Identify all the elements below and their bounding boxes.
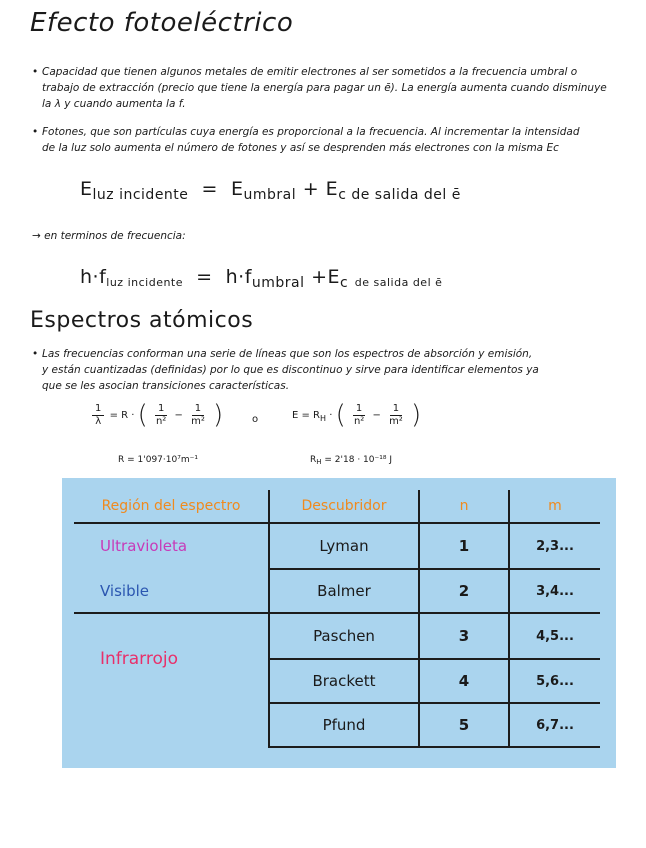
paren-close: )	[411, 400, 422, 430]
formula-energia-rydberg	[292, 400, 421, 430]
title-espectros-atomicos: Espectros atómicos	[30, 308, 254, 333]
constant-r: R = 1'097·10⁷m⁻¹	[118, 455, 198, 465]
region-infrarrojo: Infrarrojo	[100, 649, 179, 669]
table-rule	[268, 746, 600, 748]
formula-sub: luz incidente	[106, 276, 184, 289]
formula-sub: luz incidente	[92, 187, 189, 203]
const-sub: H	[316, 458, 322, 466]
fraction	[188, 403, 208, 428]
cell-m: 3,4...	[536, 583, 574, 599]
cell-m: 2,3...	[536, 538, 574, 554]
cell-m: 5,6...	[536, 673, 574, 689]
formula-symbol: E	[231, 178, 244, 200]
bullet-dot: •	[32, 348, 39, 360]
formula-symbol: =	[201, 178, 218, 200]
frac-den: n²	[353, 415, 365, 427]
bullet-frecuencias	[32, 346, 632, 394]
frac-num: 1	[192, 403, 204, 416]
frac-den: λ	[95, 415, 102, 427]
formula-symbol: E	[80, 178, 93, 200]
fraction	[351, 403, 367, 428]
formula-symbol: h·f	[80, 266, 107, 288]
formula-rydberg	[90, 400, 223, 430]
bullet-dot: •	[32, 126, 39, 138]
formula-sub: c de salida del ē	[338, 187, 461, 203]
fraction	[153, 403, 169, 428]
frac-num: 1	[353, 403, 365, 416]
formula-sub: de salida del ē	[354, 276, 443, 289]
formula-symbol: +	[302, 178, 320, 200]
const-symbol: R	[310, 455, 317, 465]
cell-discoverer: Paschen	[313, 627, 375, 645]
region-ultravioleta: Ultravioleta	[100, 537, 188, 555]
frac-den: m²	[389, 415, 403, 427]
formula-sub: umbral	[251, 275, 305, 291]
formula-frecuencia	[80, 266, 443, 291]
formula-energia	[80, 178, 461, 203]
formula-symbol: −	[174, 410, 183, 421]
const-value: = 2'18 · 10⁻¹⁸ J	[324, 455, 392, 465]
paren-open: (	[335, 400, 346, 430]
formula-symbol: h·f	[225, 266, 252, 288]
header-region: Región del espectro	[101, 498, 241, 514]
or-word: o	[252, 414, 259, 425]
frac-num: 1	[92, 403, 104, 416]
text-line: de la luz solo aumenta el número de fotones y así se desprenden más electrones con la misma Ec	[42, 142, 559, 154]
formula-sub: H	[320, 414, 327, 423]
cell-n: 3	[458, 627, 470, 645]
formula-symbol: E = R	[292, 410, 321, 421]
formula-symbol: =	[196, 266, 213, 288]
text-line: Las frecuencias conforman una serie de líneas que son los espectros de absorción y emisión,	[42, 348, 533, 360]
title-efecto-fotoelectrico: Efecto fotoeléctrico	[30, 8, 294, 38]
cell-discoverer: Lyman	[319, 537, 369, 555]
cell-m: 4,5...	[536, 628, 574, 644]
frac-den: n²	[155, 415, 167, 427]
cell-n: 2	[458, 582, 470, 600]
cell-discoverer: Brackett	[312, 672, 376, 690]
text-line: trabajo de extracción (precio que tiene la energía para pagar un ē). La energía aumenta cuando disminuye	[42, 82, 607, 94]
text-line: Fotones, que son partículas cuya energía es proporcional a la frecuencia. Al incrementar la intensidad	[42, 126, 580, 138]
arrow-note: → en terminos de frecuencia:	[32, 230, 186, 242]
formula-symbol: −	[372, 410, 381, 421]
cell-discoverer: Balmer	[317, 582, 371, 600]
cell-n: 4	[458, 672, 470, 690]
text-line: y están cuantizadas (definidas) por lo que es discontinuo y sirve para identificar elementos ya	[42, 364, 539, 376]
bullet-capacidad	[32, 64, 632, 112]
bullet-dot: •	[32, 66, 39, 78]
region-visible: Visible	[100, 582, 149, 600]
fraction	[92, 403, 104, 428]
frac-den: m²	[191, 415, 205, 427]
cell-n: 5	[458, 716, 470, 734]
header-n: n	[459, 498, 469, 514]
cell-m: 6,7...	[536, 717, 574, 733]
text-line: Capacidad que tienen algunos metales de emitir electrones al ser sometidos a la frecuencia umbral o	[42, 66, 578, 78]
spectrum-table	[62, 478, 616, 768]
formula-symbol: = R ·	[109, 410, 135, 421]
formula-symbol: E	[327, 266, 341, 288]
header-discoverer: Descubridor	[301, 498, 387, 514]
paren-close: )	[213, 400, 224, 430]
header-m: m	[548, 498, 562, 514]
cell-discoverer: Pfund	[322, 716, 366, 734]
constant-rh	[310, 455, 392, 465]
formula-sub: umbral	[243, 187, 297, 203]
frac-num: 1	[390, 403, 402, 416]
formula-symbol: E	[325, 178, 339, 200]
formula-symbol: ·	[329, 410, 333, 421]
text-line: que se les asocian transiciones características.	[42, 380, 290, 392]
text-line: la λ y cuando aumenta la f.	[42, 98, 186, 110]
formula-symbol: +	[311, 266, 328, 288]
fraction	[386, 403, 406, 428]
paren-open: (	[137, 400, 148, 430]
formula-sub: c	[340, 275, 349, 291]
frac-num: 1	[155, 403, 167, 416]
cell-n: 1	[458, 537, 470, 555]
bullet-fotones	[32, 124, 642, 156]
